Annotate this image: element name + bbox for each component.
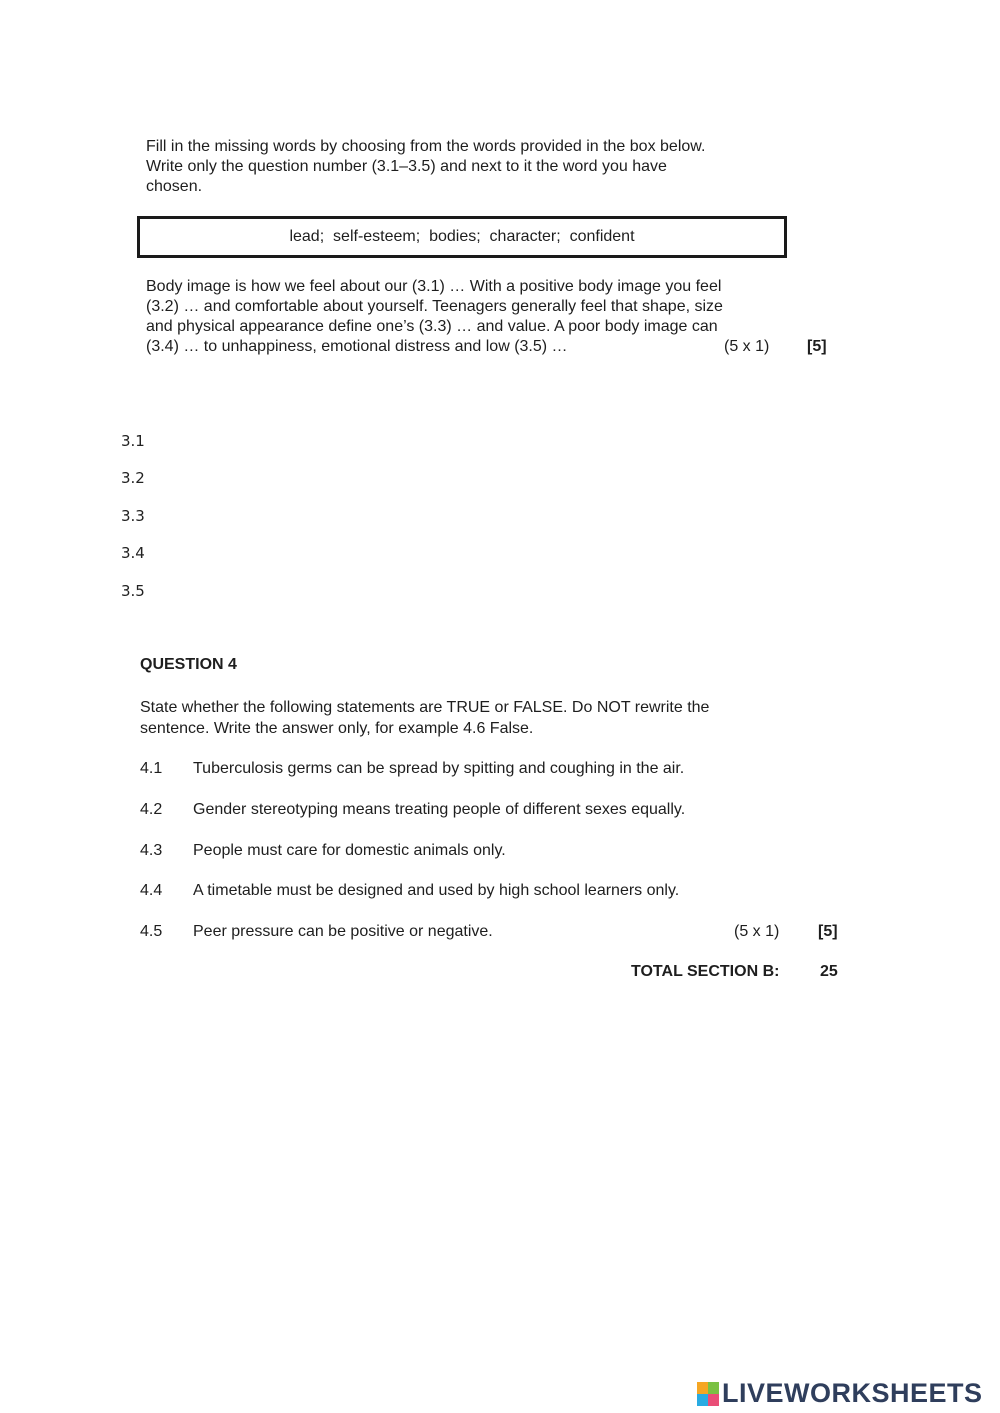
passage-line: and physical appearance define one’s (3.3) … and value. A poor body image can: [146, 318, 718, 335]
question-3-passage: [146, 277, 786, 357]
statement-text: Tuberculosis germs can be spread by spitting and coughing in the air.: [193, 760, 685, 777]
question-3-instructions: [146, 137, 786, 197]
section-total-value: 25: [820, 963, 838, 980]
word-bank-text: lead; self-esteem; bodies; character; confident: [289, 228, 635, 245]
word-bank-box: [137, 216, 787, 258]
question-4-heading: QUESTION 4: [140, 656, 237, 673]
passage-line: (3.2) … and comfortable about yourself. Teenagers generally feel that shape, size: [146, 298, 723, 315]
question-4-instructions: [140, 697, 820, 739]
statement-text: A timetable must be designed and used by high school learners only.: [193, 882, 680, 899]
instruction-line: Fill in the missing words by choosing from the words provided in the box below.: [146, 138, 706, 155]
answer-label-3-4: 3.4: [121, 544, 145, 562]
statement-number: 4.3: [140, 842, 163, 859]
instruction-line: Write only the question number (3.1–3.5) and next to it the word you have: [146, 158, 667, 175]
instruction-line: chosen.: [146, 178, 203, 195]
statement-text: Gender stereotyping means treating people of different sexes equally.: [193, 801, 686, 818]
statement-number: 4.1: [140, 760, 163, 777]
passage-line: (3.4) … to unhappiness, emotional distress and low (3.5) …: [146, 338, 568, 355]
answer-label-3-5: 3.5: [121, 582, 145, 600]
passage-line: Body image is how we feel about our (3.1) … With a positive body image you feel: [146, 278, 722, 295]
liveworksheets-brand: [697, 1378, 983, 1409]
section-total-label: TOTAL SECTION B:: [631, 963, 780, 980]
instruction-line: sentence. Write the answer only, for example 4.6 False.: [140, 720, 534, 737]
statement-number: 4.5: [140, 923, 163, 940]
liveworksheets-logo-icon: [697, 1382, 719, 1406]
statement-number: 4.2: [140, 801, 163, 818]
brand-name: LIVEWORKSHEETS: [722, 1378, 983, 1408]
question-4-total: [5]: [818, 923, 838, 940]
statement-text: Peer pressure can be positive or negative.: [193, 923, 493, 940]
statement-number: 4.4: [140, 882, 163, 899]
question-3-total: [5]: [807, 338, 827, 355]
answer-label-3-2: 3.2: [121, 469, 145, 487]
question-4-marks: (5 x 1): [734, 923, 780, 940]
instruction-line: State whether the following statements are TRUE or FALSE. Do NOT rewrite the: [140, 699, 710, 716]
answer-label-3-3: 3.3: [121, 507, 145, 525]
statement-text: People must care for domestic animals only.: [193, 842, 506, 859]
question-3-marks: (5 x 1): [724, 338, 770, 355]
answer-label-3-1: 3.1: [121, 432, 145, 450]
